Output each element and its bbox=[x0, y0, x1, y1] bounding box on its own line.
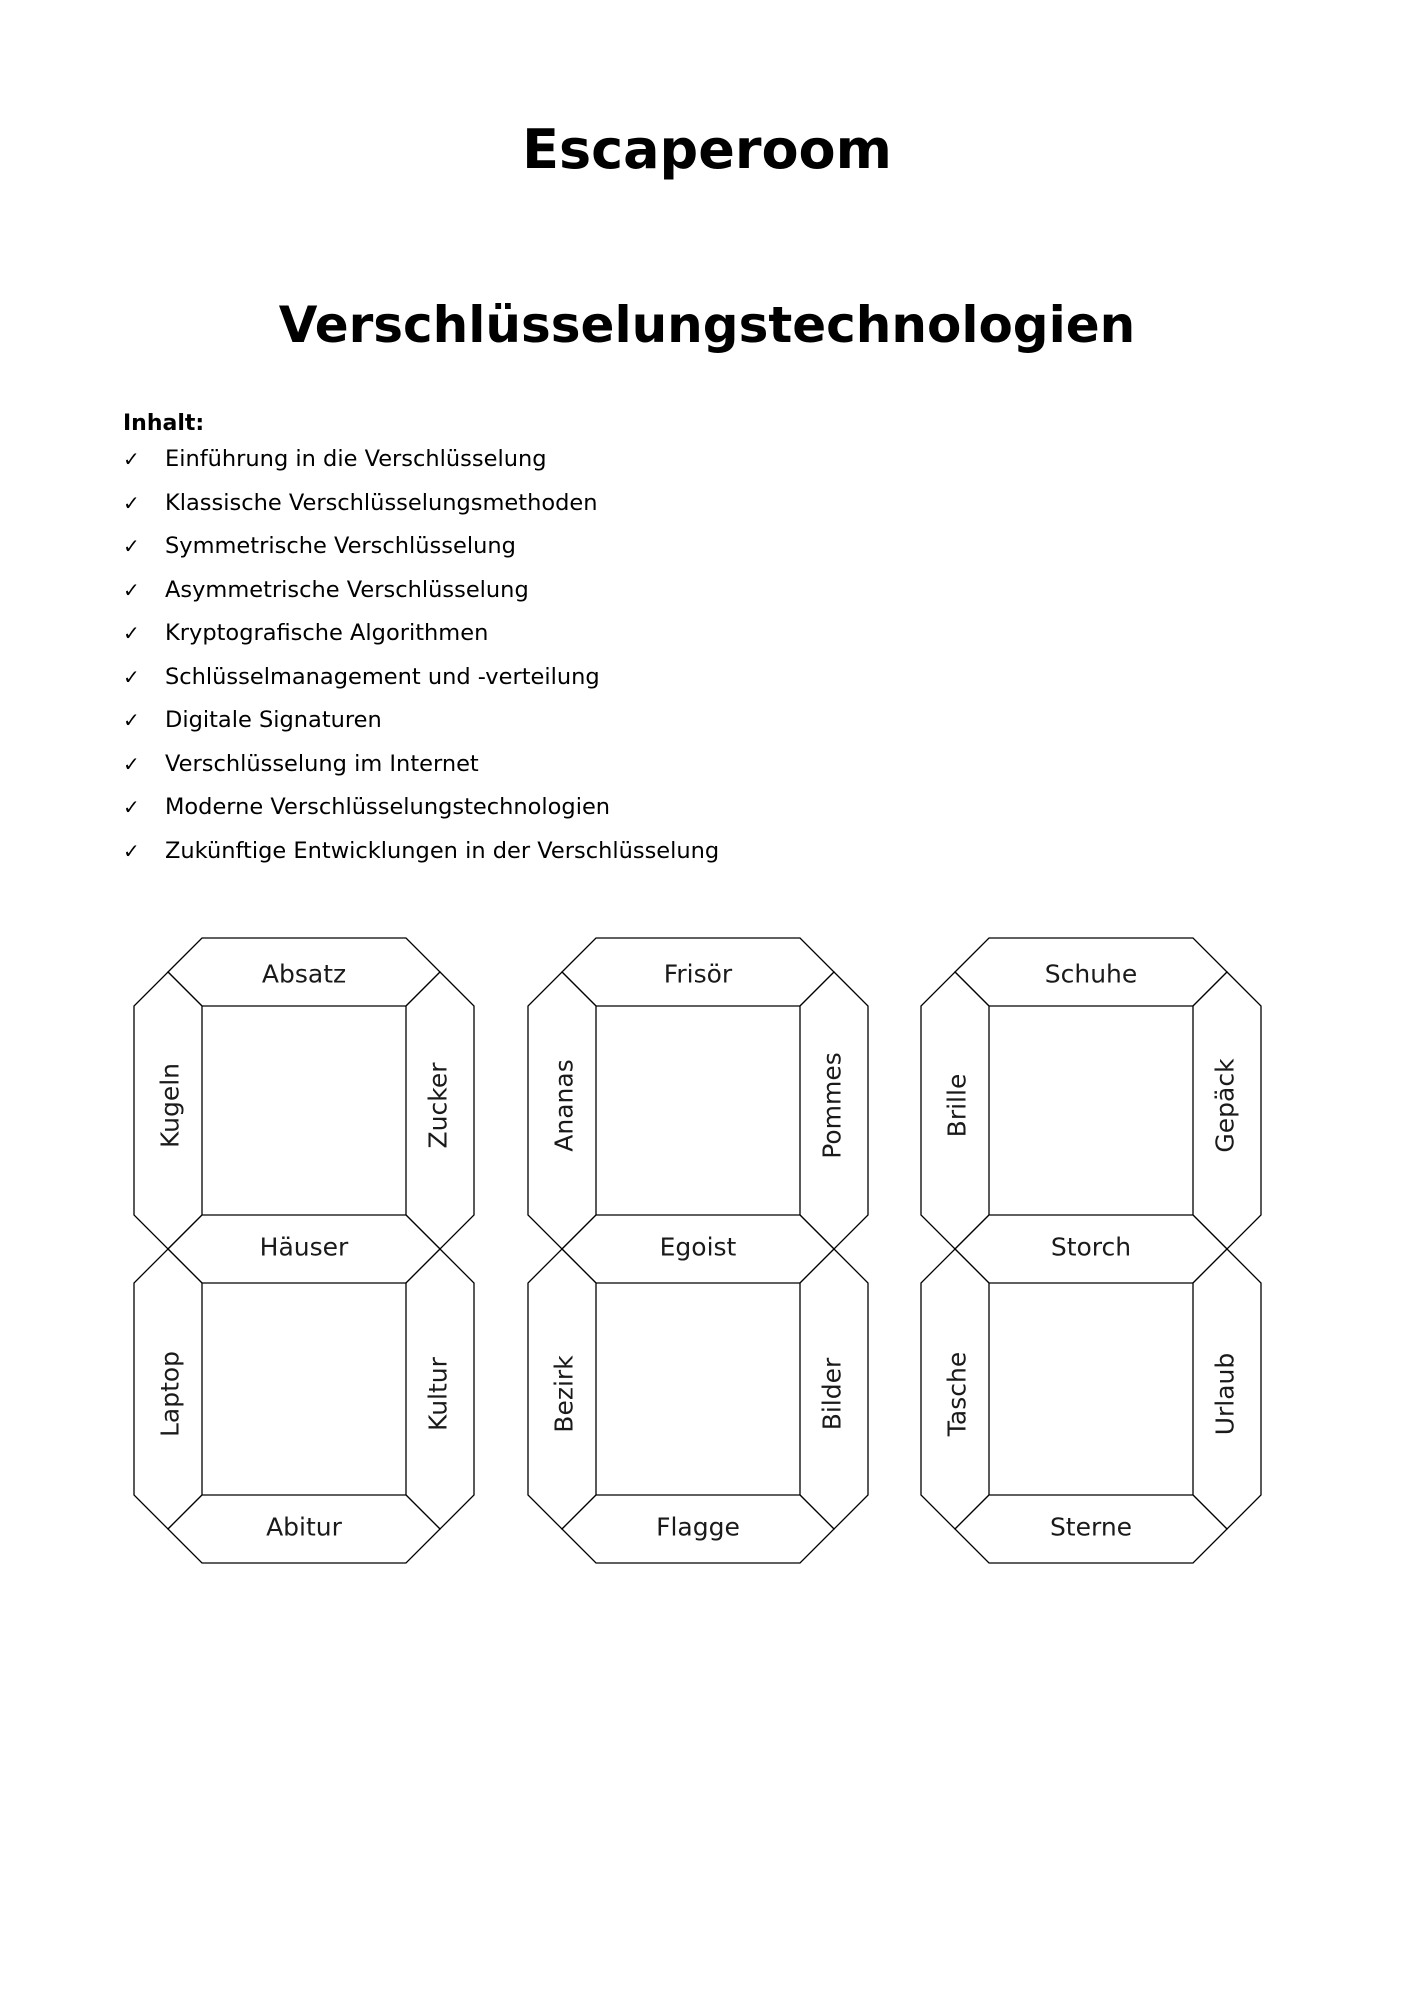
segment-upper-right-label: Zucker bbox=[423, 1062, 453, 1149]
segment-lower-left-label: Bezirk bbox=[549, 1355, 579, 1433]
segment-lower-left-label: Laptop bbox=[155, 1350, 185, 1438]
list-item-text: Moderne Verschlüsselungstechnologien bbox=[165, 794, 611, 820]
list-item-text: Klassische Verschlüsselungsmethoden bbox=[165, 489, 598, 516]
list-item-text: Asymmetrische Verschlüsselung bbox=[165, 576, 529, 603]
segment-lower-right-label: Urlaub bbox=[1210, 1352, 1240, 1436]
segment-bottom-label: Abitur bbox=[266, 1512, 342, 1542]
checkmark-icon: ✓ bbox=[123, 795, 140, 819]
checkmark-icon: ✓ bbox=[123, 621, 140, 645]
page-subtitle: Verschlüsselungstechnologien bbox=[278, 296, 1136, 354]
checkmark-icon: ✓ bbox=[123, 664, 140, 689]
checkmark-icon: ✓ bbox=[123, 838, 140, 863]
checkmark-icon: ✓ bbox=[123, 751, 140, 776]
segment-lower-right-label: Kultur bbox=[423, 1357, 453, 1431]
segment-middle-label: Storch bbox=[1050, 1232, 1132, 1262]
segment-upper-right-label: Gepäck bbox=[1210, 1058, 1240, 1153]
list-item-text: Einführung in die Verschlüsselung bbox=[165, 446, 547, 472]
segment-lower-right-label: Bilder bbox=[817, 1357, 847, 1431]
segment-upper-left-label: Kugeln bbox=[155, 1062, 185, 1149]
segment-top-label: Schuhe bbox=[1044, 959, 1138, 989]
page-title: Escaperoom bbox=[522, 118, 892, 181]
list-item-text: Kryptografische Algorithmen bbox=[165, 620, 489, 646]
segment-top-label: Frisör bbox=[663, 959, 733, 989]
list-item-text: Symmetrische Verschlüsselung bbox=[165, 533, 516, 559]
list-item-text: Digitale Signaturen bbox=[165, 707, 382, 733]
segment-top-label: Absatz bbox=[261, 959, 347, 989]
segment-bottom-label: Flagge bbox=[656, 1512, 740, 1542]
list-item-text: Schlüsselmanagement und -verteilung bbox=[165, 663, 600, 690]
segment-upper-right-label: Pommes bbox=[817, 1052, 847, 1159]
checkmark-icon: ✓ bbox=[123, 490, 140, 515]
contents-label: Inhalt: bbox=[123, 411, 205, 436]
list-item-text: Zukünftige Entwicklungen in der Verschlüsselung bbox=[165, 837, 720, 864]
checkmark-icon: ✓ bbox=[123, 708, 140, 732]
segment-bottom-label: Sterne bbox=[1049, 1512, 1133, 1542]
segment-middle-label: Häuser bbox=[259, 1232, 349, 1262]
list-item-text: Verschlüsselung im Internet bbox=[165, 750, 479, 777]
checkmark-icon: ✓ bbox=[123, 577, 140, 602]
segment-lower-left-label: Tasche bbox=[942, 1351, 972, 1437]
segment-middle-label: Egoist bbox=[659, 1232, 737, 1262]
checkmark-icon: ✓ bbox=[123, 534, 140, 558]
checkmark-icon: ✓ bbox=[123, 447, 140, 471]
segment-upper-left-label: Brille bbox=[942, 1073, 972, 1138]
segment-upper-left-label: Ananas bbox=[549, 1059, 579, 1152]
